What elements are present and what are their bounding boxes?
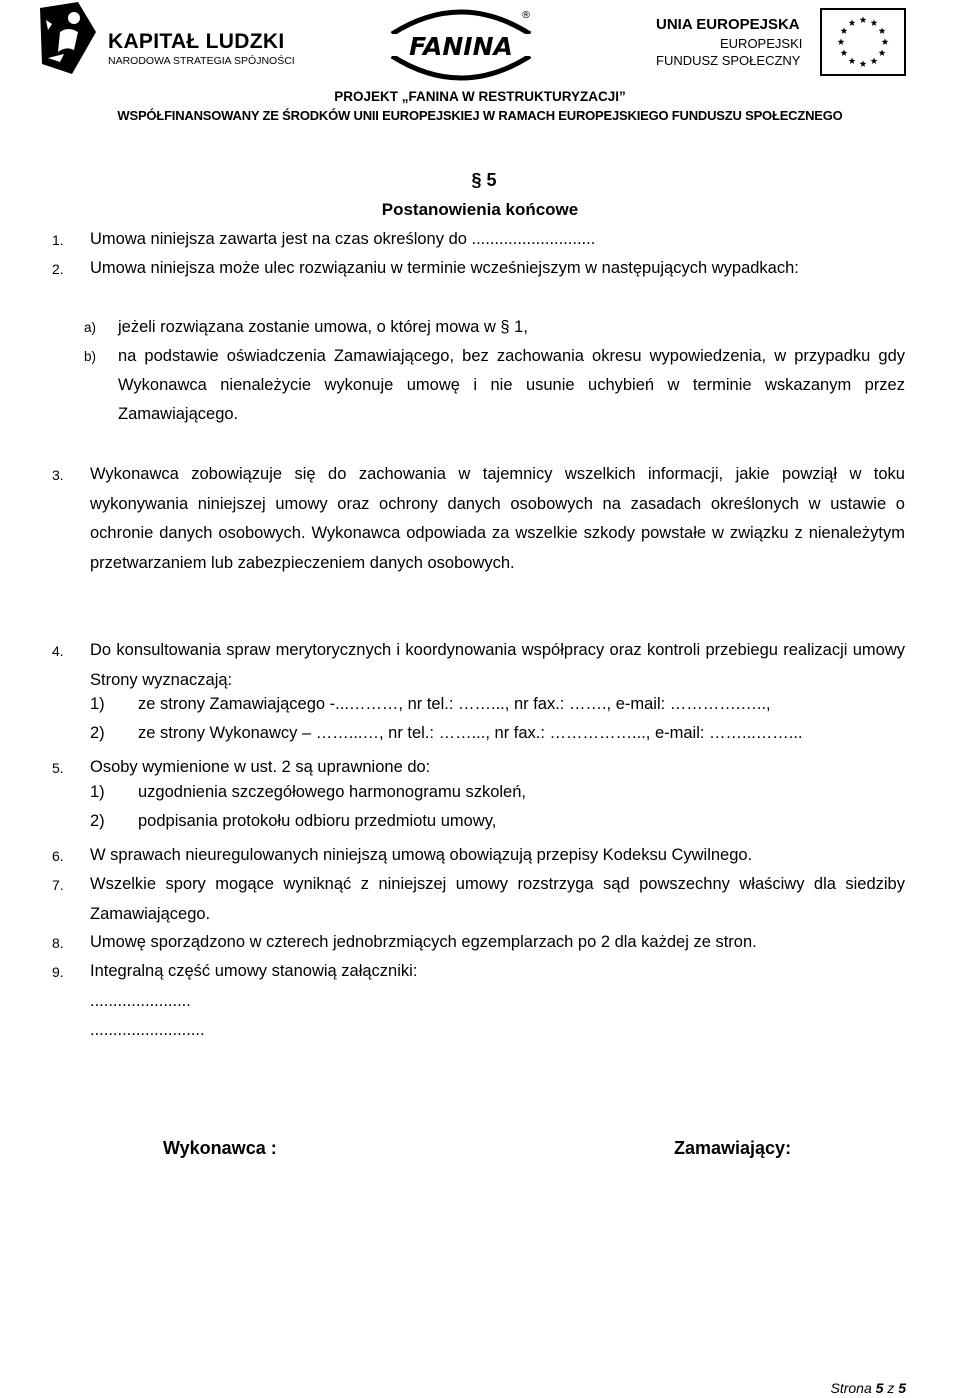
fanina-registered-mark: ®: [521, 10, 531, 21]
item-9-text: Integralną część umowy stanowią załączniki:: [90, 962, 418, 980]
fanina-logo-text: FANINA: [409, 32, 513, 61]
project-funding-note: WSPÓŁFINANSOWANY ZE ŚRODKÓW UNII EUROPEJSKIEJ W RAMACH EUROPEJSKIEGO FUNDUSZU SPOŁECZNEGO: [117, 108, 843, 123]
page-footer: [830, 1380, 906, 1396]
item-6-number: 6.: [52, 848, 64, 864]
item-9-number: 9.: [52, 964, 64, 980]
item-2b-label: b): [84, 349, 97, 364]
eu-logo-line3: FUNDUSZ SPOŁECZNY: [656, 53, 801, 68]
item-2b-text: na podstawie oświadczenia Zamawiającego, bez zachowania okresu wypowiedzenia, w przypadku gdy Wykonawca nienależycie wykonuje umowę i nie usunie uchybień w terminie wskazanym przez Zamawiającego.: [118, 347, 905, 423]
item-3-text: Wykonawca zobowiązuje się do zachowania w tajemnicy wszelkich informacji, jakie powziął w toku wykonywania niniejszej umowy oraz ochrony danych osobowych na zasadach określonych w ustawie o ochronie danych osobowych. Wykonawca odpowiada za wszelkie szkody powstałe w związku z nienależytym przetwarzaniem lub zabezpieczeniem danych osobowych.: [90, 465, 905, 572]
item-5-sub2-number: 2): [90, 812, 105, 830]
kapital-ludzki-title: KAPITAŁ LUDZKI: [108, 30, 285, 53]
attachment-line-1: ......................: [90, 992, 191, 1010]
item-4-sub2-text: ze strony Wykonawcy – ……...…, nr tel.: ……..., nr fax.: ……………..., e-mail: ……...……...: [138, 724, 803, 742]
item-2a-text: jeżeli rozwiązana zostanie umowa, o której mowa w § 1,: [118, 318, 528, 336]
fanina-logo: [386, 4, 536, 86]
footer-page: 5: [875, 1380, 884, 1396]
kapital-ludzki-emblem-icon: [38, 2, 98, 74]
footer-sep: z: [887, 1380, 895, 1396]
eu-flag-icon: [820, 8, 906, 76]
item-4-sub1-number: 1): [90, 695, 105, 713]
section-title: Postanowienia końcowe: [381, 200, 579, 219]
item-1-text: Umowa niniejsza zawarta jest na czas określony do ...........................: [90, 230, 596, 248]
attachment-line-2: .........................: [90, 1021, 205, 1039]
item-1-number: 1.: [52, 232, 64, 248]
item-5-sub1-text: uzgodnienia szczegółowego harmonogramu szkoleń,: [138, 783, 526, 801]
eu-logo-line2: EUROPEJSKI: [720, 36, 803, 51]
item-8-number: 8.: [52, 935, 64, 951]
item-2a-label: a): [84, 320, 97, 335]
item-4-sub2-number: 2): [90, 724, 105, 742]
item-8-text: Umowę sporządzono w czterech jednobrzmiących egzemplarzach po 2 dla każdej ze stron.: [90, 933, 757, 951]
signature-contractor: Wykonawca :: [163, 1138, 277, 1158]
item-4-number: 4.: [52, 643, 64, 659]
kapital-ludzki-logo: [38, 2, 298, 74]
signature-ordering-party: Zamawiający:: [674, 1138, 792, 1158]
item-4-text: Do konsultowania spraw merytorycznych i koordynowania współpracy oraz kontroli przebiegu realizacji umowy Strony wyznaczają:: [90, 641, 905, 689]
kapital-ludzki-subtitle: NARODOWA STRATEGIA SPÓJNOŚCI: [108, 55, 295, 67]
item-3-number: 3.: [52, 467, 64, 483]
eu-logo-line1: UNIA EUROPEJSKA: [656, 16, 800, 33]
item-5-number: 5.: [52, 760, 64, 776]
footer-total: 5: [898, 1380, 906, 1396]
item-6-text: W sprawach nieuregulowanych niniejszą umową obowiązują przepisy Kodeksu Cywilnego.: [90, 846, 753, 864]
item-7-number: 7.: [52, 877, 64, 893]
item-5-text: Osoby wymienione w ust. 2 są uprawnione do:: [90, 758, 431, 776]
item-7-text: Wszelkie spory mogące wyniknąć z niniejszej umowy rozstrzyga sąd powszechny właściwy dla siedziby Zamawiającego.: [90, 875, 905, 923]
item-5-sub2-text: podpisania protokołu odbioru przedmiotu umowy,: [138, 812, 497, 830]
item-2-text: Umowa niniejsza może ulec rozwiązaniu w terminie wcześniejszym w następujących wypadkach:: [90, 259, 799, 277]
item-5-sub1-number: 1): [90, 783, 105, 801]
item-2-number: 2.: [52, 261, 64, 277]
eu-logo: [648, 8, 910, 80]
paragraph-sign: § 5: [471, 170, 497, 190]
footer-prefix: Strona: [830, 1380, 872, 1396]
project-title: PROJEKT „FANINA W RESTRUKTURYZACJI”: [334, 89, 626, 104]
item-4-sub1-text: ze strony Zamawiającego -...………, nr tel.: ……..., nr fax.: ……., e-mail: ………….…..,: [138, 695, 771, 713]
